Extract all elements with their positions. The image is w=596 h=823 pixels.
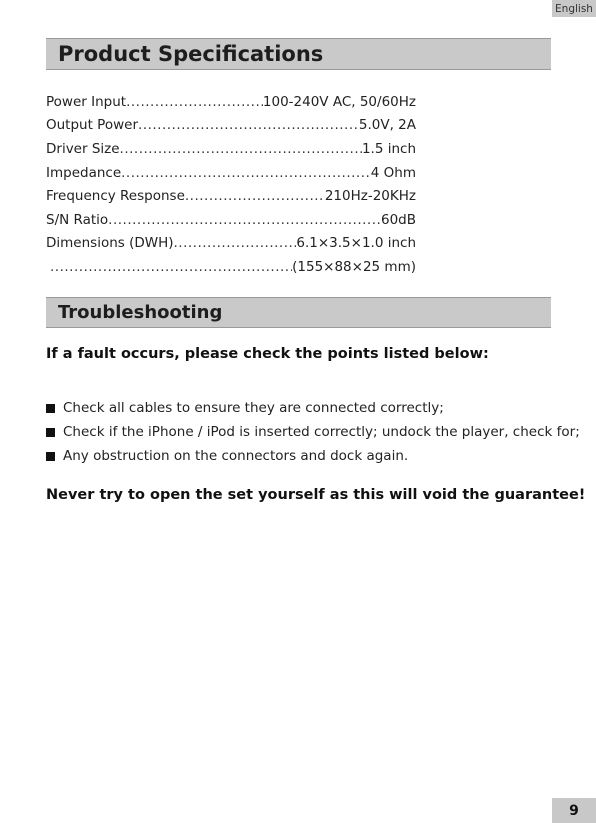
spec-value: 1.5 inch	[361, 140, 416, 157]
spec-row-driver-size	[46, 137, 416, 161]
spec-row-dimensions-metric	[46, 255, 416, 279]
spec-label: Impedance	[46, 164, 122, 181]
spec-value: 60dB	[380, 211, 416, 228]
spec-value: 4 Ohm	[370, 164, 416, 181]
spec-row-output-power	[46, 114, 416, 138]
spec-row-impedance	[46, 161, 416, 185]
spec-value: (155×88×25 mm)	[292, 258, 416, 275]
spec-label: Dimensions (DWH)	[46, 235, 174, 252]
spec-row-frequency-response	[46, 184, 416, 208]
specifications-heading: Product Specifications	[46, 38, 551, 70]
list-item	[46, 396, 556, 420]
list-item-text: Check if the iPhone / iPod is inserted correctly; undock the player, check for;	[63, 424, 580, 440]
dot-leader	[50, 259, 292, 275]
spec-row-dimensions	[46, 232, 416, 256]
dot-leader	[174, 235, 297, 251]
list-item	[46, 420, 580, 444]
spec-row-sn-ratio	[46, 208, 416, 232]
spec-label: Frequency Response	[46, 188, 185, 205]
language-tab: English	[552, 0, 596, 17]
page-number: 9	[552, 798, 596, 823]
spec-value: 100-240V AC, 50/60Hz	[262, 93, 416, 110]
list-item	[46, 444, 556, 468]
spec-label: Output Power	[46, 117, 139, 134]
troubleshooting-list	[46, 396, 580, 468]
dot-leader	[121, 165, 371, 181]
troubleshooting-heading: Troubleshooting	[46, 297, 551, 328]
spec-value: 5.0V, 2A	[358, 117, 416, 134]
specifications-list	[46, 90, 416, 279]
fault-instructions-heading: If a fault occurs, please check the points listed below:	[46, 346, 489, 362]
dot-leader	[138, 117, 359, 133]
spec-label: S/N Ratio	[46, 211, 109, 228]
spec-row-power-input	[46, 90, 416, 114]
list-item-text: Check all cables to ensure they are connected correctly;	[63, 400, 444, 416]
spec-value: 6.1×3.5×1.0 inch	[296, 235, 416, 252]
dot-leader	[120, 141, 362, 157]
dot-leader	[126, 94, 263, 110]
spec-label: Driver Size	[46, 140, 120, 157]
dot-leader	[185, 188, 325, 204]
bullet-square-icon	[46, 428, 55, 437]
spec-label: Power Input	[46, 93, 127, 110]
spec-value: 210Hz-20KHz	[324, 188, 416, 205]
list-item-text: Any obstruction on the connectors and dock again.	[63, 448, 409, 464]
dot-leader	[108, 212, 381, 228]
bullet-square-icon	[46, 452, 55, 461]
guarantee-warning: Never try to open the set yourself as this will void the guarantee!	[46, 487, 586, 503]
bullet-square-icon	[46, 404, 55, 413]
